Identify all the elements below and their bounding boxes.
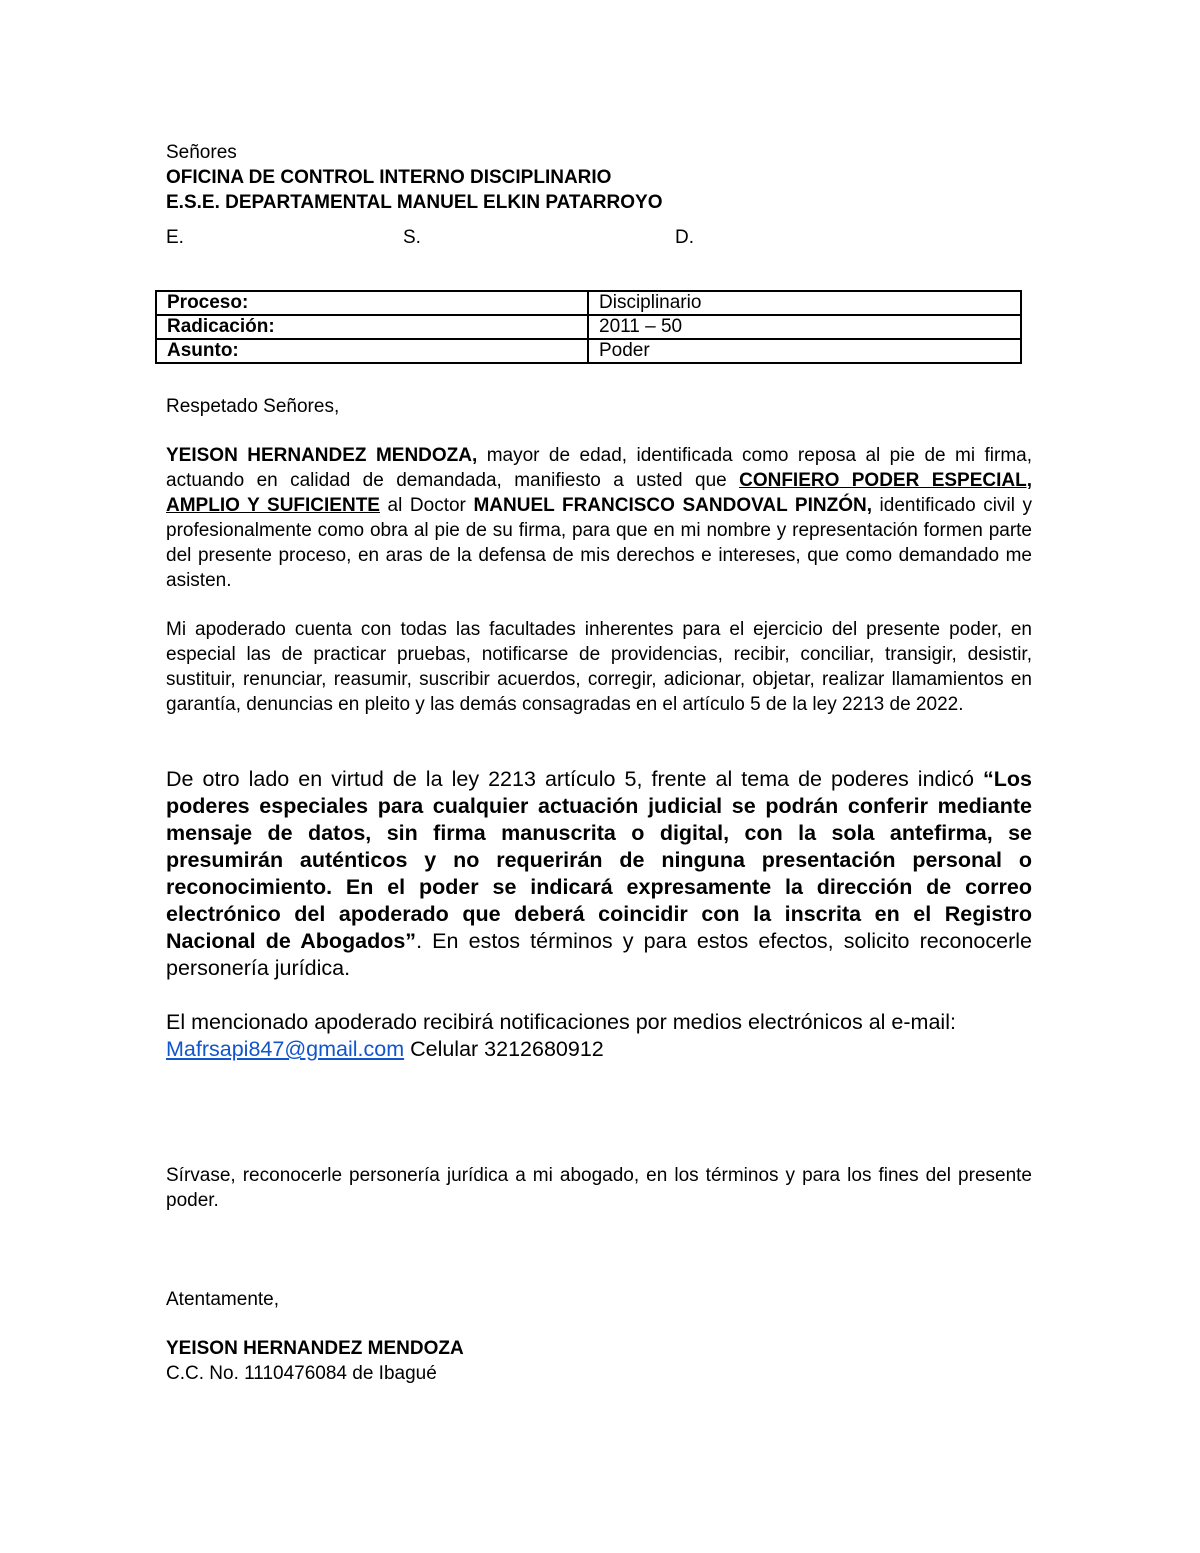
paragraph-4 (166, 1009, 1032, 1063)
paragraph-text: De otro lado en virtud de la ley 2213 artículo 5, frente al tema de poderes indicó (166, 767, 984, 791)
case-info-table (155, 290, 1022, 364)
paragraph-text: identificado civil y profesionalmente como obra al pie de su firma, para que en mi nombre y representación formen parte del presente proceso, en aras de la defensa de mis derechos e intereses, que como demandado me asisten. (166, 495, 1032, 591)
paragraph-text: El mencionado apoderado recibirá notificaciones por medios electrónicos al e-mail: (166, 1010, 956, 1034)
subject-label: Asunto: (156, 339, 588, 363)
law-quote: “Los poderes especiales para cualquier actuación judicial se podrán conferir mediante mensaje de datos, sin firma manuscrita o digital, con la sola antefirma, se presumirán auténticos y no requerirán de ninguna presentación personal o reconocimiento. En el poder se indicará expresamente la dirección de correo electrónico del apoderado que deberá coincidir con la inscrita en el Registro Nacional de Abogados” (166, 767, 1032, 953)
signer-name: YEISON HERNANDEZ MENDOZA (166, 1338, 464, 1359)
closing-block (166, 1287, 1032, 1312)
process-label: Proceso: (156, 291, 588, 315)
paragraph-2 (166, 617, 1032, 717)
paragraph-text: . En estos términos y para estos efectos, solicito reconocerle personería jurídica. (166, 929, 1032, 980)
esd-d: D. (675, 227, 694, 248)
powers-paragraph: Mi apoderado cuenta con todas las facultades inherentes para el ejercicio del presente poder, en especial las de practicar pruebas, notificarse de providencias, recibir, conciliar, transigir, desistir, sustituir, renunciar, reasumir, suscribir acuerdos, corregir, adicionar, objetar, realizar llamamientos en garantía, denuncias en pleito y las demás consagradas en el artículo 5 de la ley 2213 de 2022. (166, 619, 1032, 715)
greeting-block (166, 394, 1032, 419)
table-row (156, 291, 1021, 315)
subject-value: Poder (588, 339, 1021, 363)
signer-id: C.C. No. 1110476084 de Ibagué (166, 1363, 437, 1384)
salutation: Señores (166, 142, 237, 163)
table-row (156, 339, 1021, 363)
paragraph-text: al Doctor (379, 495, 474, 516)
phone-text: Celular 3212680912 (404, 1037, 604, 1061)
paragraph-text: mayor de edad, identificada como reposa al pie de mi firma, actuando en calidad de demandada, manifiesto a usted que (166, 445, 1032, 491)
paragraph-5 (166, 1163, 1032, 1213)
request-paragraph: Sírvase, reconocerle personería jurídica a mi abogado, en los términos y para los fines del presente poder. (166, 1165, 1032, 1211)
filing-label: Radicación: (156, 315, 588, 339)
office-name: OFICINA DE CONTROL INTERNO DISCIPLINARIO (166, 167, 612, 188)
table-row (156, 315, 1021, 339)
greeting: Respetado Señores, (166, 396, 340, 417)
closing: Atentamente, (166, 1289, 280, 1310)
grant-clause: CONFIERO PODER ESPECIAL, AMPLIO Y SUFICIENTE (166, 470, 1033, 516)
grantor-name: YEISON HERNANDEZ MENDOZA, (166, 445, 478, 466)
esd-line (166, 225, 766, 250)
paragraph-3 (166, 766, 1032, 982)
esd-s: S. (403, 227, 421, 248)
filing-value: 2011 – 50 (588, 315, 1021, 339)
email-link[interactable]: Mafrsapi847@gmail.com (166, 1037, 405, 1061)
process-value: Disciplinario (588, 291, 1021, 315)
attorney-name: MANUEL FRANCISCO SANDOVAL PINZÓN, (473, 495, 872, 516)
esd-e: E. (166, 227, 184, 248)
signature-block (166, 1336, 1032, 1386)
entity-name: E.S.E. DEPARTAMENTAL MANUEL ELKIN PATARROYO (166, 192, 663, 213)
addressee-block (166, 140, 1032, 215)
paragraph-1 (166, 443, 1032, 593)
